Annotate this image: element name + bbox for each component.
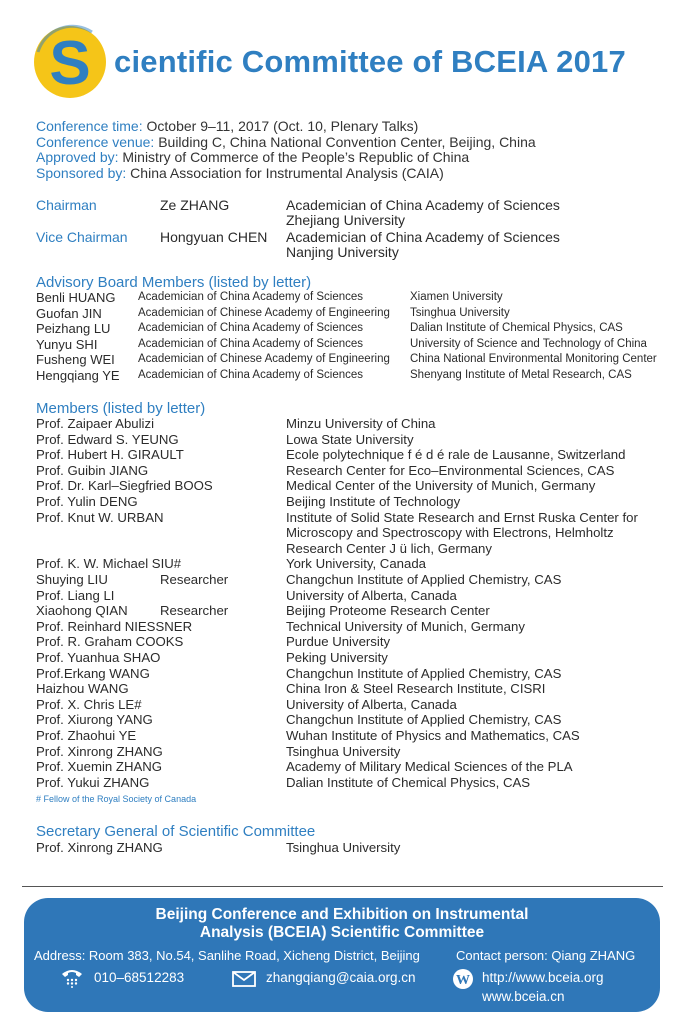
advisory-org: Dalian Institute of Chemical Physics, CAS	[410, 322, 623, 334]
chair-role: Chairman	[36, 197, 97, 213]
member-name: Prof. Zaipaer Abulizi	[36, 416, 155, 431]
members-heading: Members (listed by letter)	[36, 400, 206, 417]
footer-website[interactable]: http://www.bceia.org	[482, 970, 604, 985]
member-name: Xiaohong QIAN	[36, 603, 128, 619]
member-org: Institute of Solid State Research and Ernst Ruska Center for	[286, 509, 638, 525]
member-name: Prof. Dr. Karl–Siegfried BOOS	[36, 478, 213, 494]
member-org: Beijing Proteome Research Center	[286, 603, 490, 619]
member-org: Wuhan Institute of Physics and Mathematics, CAS	[286, 728, 580, 743]
footer-contact: Contact person: Qiang ZHANG	[456, 948, 636, 963]
member-name: Prof. Liang LI	[36, 587, 115, 603]
footer-panel	[24, 898, 660, 1012]
member-name: Prof. R. Graham COOKS	[36, 634, 184, 650]
advisory-name: Benli HUANG	[36, 290, 116, 305]
member-org: Technical University of Munich, Germany	[286, 618, 525, 634]
divider	[22, 886, 663, 887]
member-org: Tsinghua University	[286, 743, 401, 759]
member-name: Prof. Xinrong ZHANG	[36, 743, 163, 759]
advisory-name: Peizhang LU	[36, 321, 111, 336]
advisory-org: China National Environmental Monitoring Center	[410, 353, 657, 365]
member-name: Prof.Erkang WANG	[36, 665, 150, 681]
logo-letter: S	[49, 29, 91, 98]
member-org: Ecole polytechnique f é d é rale de Lausanne, Switzerland	[286, 447, 626, 463]
secretary-name: Prof. Xinrong ZHANG	[36, 840, 163, 855]
member-name: Prof. Xiurong YANG	[36, 712, 153, 728]
member-org: Research Center for Eco–Environmental Sciences, CAS	[286, 462, 615, 478]
advisory-org: Tsinghua University	[410, 306, 510, 319]
member-org: Beijing Institute of Technology	[286, 494, 461, 509]
advisory-org: Shenyang Institute of Metal Research, CAS	[410, 368, 632, 381]
member-name: Prof. Yulin DENG	[36, 494, 138, 509]
advisory-name: Guofan JIN	[36, 305, 102, 321]
chair-org: Zhejiang University	[286, 212, 406, 228]
member-name: Prof. Edward S. YEUNG	[36, 431, 179, 447]
member-name: Prof. Hubert H. GIRAULT	[36, 447, 184, 463]
footer-title-line1: Beijing Conference and Exhibition on Instrumental	[155, 906, 529, 923]
member-org: Academy of Military Medical Sciences of the PLA	[286, 759, 573, 775]
member-org: University of Alberta, Canada	[286, 696, 457, 712]
member-org: Changchun Institute of Applied Chemistry, CAS	[286, 712, 562, 728]
member-org: Research Center J ü lich, Germany	[286, 540, 492, 556]
secretary-org: Tsinghua University	[286, 840, 401, 855]
member-org: Minzu University of China	[286, 416, 436, 431]
info-sponsored: Sponsored by: China Association for Instrumental Analysis (CAIA)	[36, 164, 444, 181]
member-name: Prof. Zhaohui YE	[36, 728, 137, 743]
vice-chair-org: Nanjing University	[286, 244, 399, 260]
footer-phone: 010–68512283	[94, 970, 185, 985]
member-name: Prof. Reinhard NIESSNER	[36, 618, 193, 634]
secretary-heading: Secretary General of Scientific Committee	[36, 823, 316, 840]
mail-icon	[232, 971, 256, 992]
member-org: Dalian Institute of Chemical Physics, CAS	[286, 774, 531, 790]
phone-icon	[60, 968, 84, 993]
member-name: Prof. X. Chris LE#	[36, 696, 142, 712]
member-org: University of Alberta, Canada	[286, 587, 457, 603]
info-time: Conference time: October 9–11, 2017 (Oct. 10, Plenary Talks)	[36, 118, 419, 134]
member-org: York University, Canada	[286, 556, 426, 572]
advisory-title: Academician of Chinese Academy of Engineering	[138, 353, 390, 365]
member-name: Haizhou WANG	[36, 681, 129, 697]
info-venue: Conference venue: Building C, China National Convention Center, Beijing, China	[36, 133, 536, 150]
member-name: Prof. Yuanhua SHAO	[36, 650, 161, 665]
advisory-title: Academician of China Academy of Sciences	[138, 337, 364, 350]
footer-title-line2: Analysis (BCEIA) Scientific Committee	[199, 924, 485, 941]
vice-chair-name: Hongyuan CHEN	[160, 229, 268, 245]
advisory-name: Fusheng WEI	[36, 352, 115, 367]
member-name: Prof. Xuemin ZHANG	[36, 759, 163, 775]
member-org: Lowa State University	[286, 431, 414, 447]
info-approved: Approved by: Ministry of Commerce of the People’s Republic of China	[36, 149, 470, 165]
member-role: Researcher	[160, 603, 229, 619]
member-org: China Iron & Steel Research Institute, CISRI	[286, 681, 546, 697]
wordpress-icon	[452, 968, 474, 995]
member-org: Changchun Institute of Applied Chemistry, CAS	[286, 572, 562, 587]
member-name: Prof. Yukui ZHANG	[36, 774, 150, 790]
member-org: Microscopy and Spectroscopy with Electrons, Helmholtz	[286, 525, 614, 541]
member-name: Shuying LIU	[36, 572, 108, 587]
advisory-org: University of Science and Technology of China	[410, 337, 647, 350]
footer-email[interactable]: zhangqiang@caia.org.cn	[266, 970, 416, 985]
advisory-title: Academician of China Academy of Sciences	[138, 322, 364, 334]
page-title: cientific Committee of BCEIA 2017	[114, 44, 626, 79]
chair-title: Academician of China Academy of Sciences	[286, 197, 560, 213]
svg-text:W: W	[456, 973, 470, 988]
advisory-org: Xiamen University	[410, 291, 503, 303]
logo-mark	[30, 22, 110, 102]
advisory-title: Academician of China Academy of Sciences	[138, 368, 364, 381]
logo	[30, 22, 110, 102]
advisory-name: Yunyu SHI	[36, 336, 98, 352]
advisory-name: Hengqiang YE	[36, 367, 120, 383]
footnote: # Fellow of the Royal Society of Canada	[36, 794, 197, 804]
advisory-title: Academician of China Academy of Sciences	[138, 291, 364, 303]
member-org: Changchun Institute of Applied Chemistry, CAS	[286, 665, 562, 681]
chair-name: Ze ZHANG	[160, 197, 230, 213]
member-org: Peking University	[286, 650, 388, 665]
footer-address: Address: Room 383, No.54, Sanlihe Road, Xicheng District, Beijing	[34, 948, 420, 963]
member-role: Researcher	[160, 572, 229, 587]
vice-chair-role: Vice Chairman	[36, 229, 128, 245]
vice-chair-title: Academician of China Academy of Sciences	[286, 229, 560, 245]
advisory-title: Academician of Chinese Academy of Engineering	[138, 306, 390, 319]
member-name: Prof. K. W. Michael SIU#	[36, 556, 182, 572]
member-name: Prof. Guibin JIANG	[36, 462, 149, 478]
advisory-heading: Advisory Board Members (listed by letter)	[36, 274, 312, 291]
footer-website-alt[interactable]: www.bceia.cn	[482, 989, 565, 1004]
member-name: Prof. Knut W. URBAN	[36, 509, 164, 525]
member-org: Purdue University	[286, 634, 391, 650]
member-org: Medical Center of the University of Munich, Germany	[286, 478, 596, 494]
